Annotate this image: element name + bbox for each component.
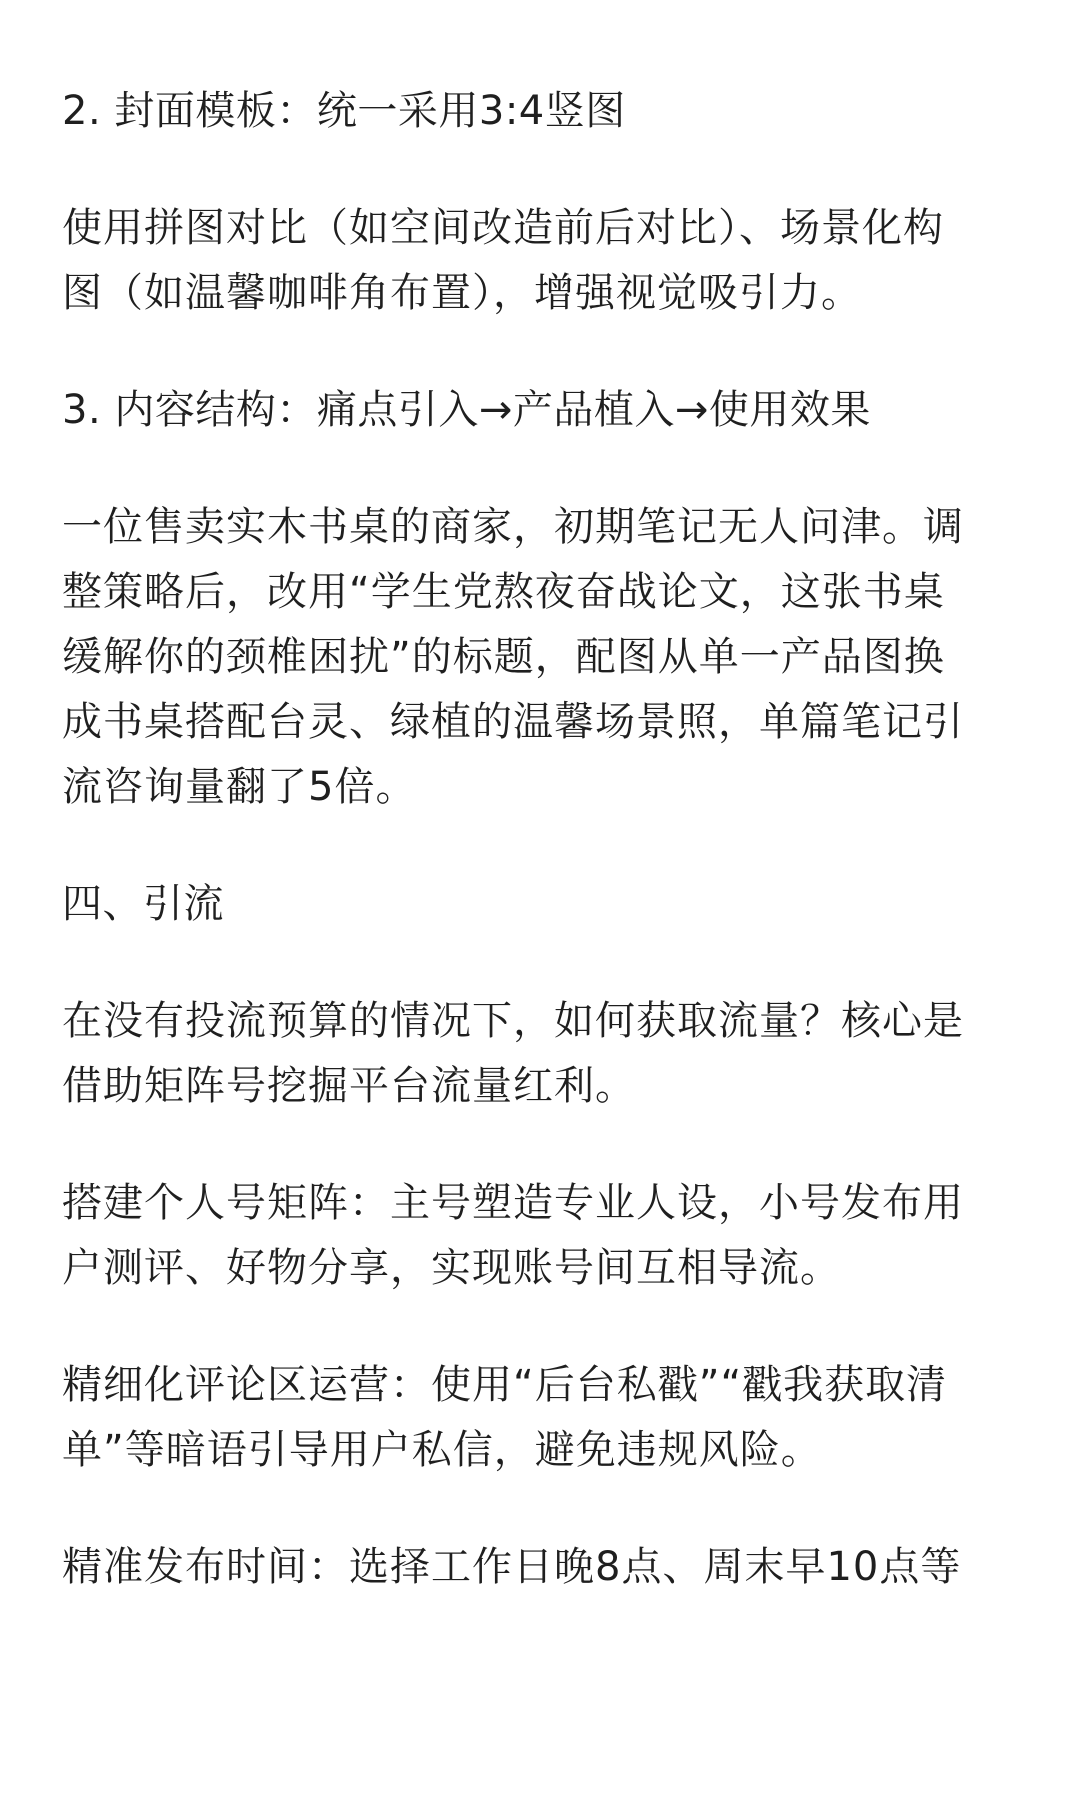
text-line: 使用拼图对比（如空间改造前后对比）、场景化构 — [62, 205, 944, 251]
paragraph-desk-case — [62, 495, 1022, 820]
text-line: 四、引流 — [62, 881, 224, 927]
text-line: 缓解你的颈椎困扰”的标题，配图从单一产品图换 — [62, 634, 945, 680]
text-line: 图（如温馨咖啡角布置），增强视觉吸引力。 — [62, 270, 862, 316]
text-line: 搭建个人号矩阵：主号塑造专业人设，小号发布用 — [62, 1180, 964, 1226]
text-line: 3. 内容结构：痛点引入→产品植入→使用效果 — [62, 387, 871, 433]
text-line: 单”等暗语引导用户私信，避免违规风险。 — [62, 1427, 822, 1473]
text-line: 整策略后，改用“学生党熬夜奋战论文，这张书桌 — [62, 569, 945, 615]
text-line: 成书桌搭配台灵、绿植的温馨场景照，单篇笔记引 — [62, 699, 964, 745]
paragraph-publish-time — [62, 1535, 1022, 1600]
article-body — [62, 79, 1022, 1652]
paragraph-account-matrix — [62, 1171, 1022, 1301]
text-line: 户测评、好物分享，实现账号间互相导流。 — [62, 1245, 841, 1291]
text-line: 精细化评论区运营：使用“后台私戳”“戳我获取清 — [62, 1362, 948, 1408]
text-line: 精准发布时间：选择工作日晚8点、周末早10点等 — [62, 1544, 962, 1590]
text-line: 一位售卖实木书桌的商家，初期笔记无人问津。调 — [62, 504, 964, 550]
paragraph-traffic-core — [62, 989, 1022, 1119]
heading-cover-template — [62, 79, 1022, 144]
heading-content-structure — [62, 378, 1022, 443]
text-line: 在没有投流预算的情况下，如何获取流量？核心是 — [62, 998, 964, 1044]
section-heading-traffic — [62, 872, 1022, 937]
paragraph-cover-tips — [62, 196, 1022, 326]
paragraph-comment-operation — [62, 1353, 1022, 1483]
text-line: 流咨询量翻了5倍。 — [62, 764, 417, 810]
text-line: 2. 封面模板：统一采用3:4竖图 — [62, 88, 626, 134]
text-line: 借助矩阵号挖掘平台流量红利。 — [62, 1063, 636, 1109]
